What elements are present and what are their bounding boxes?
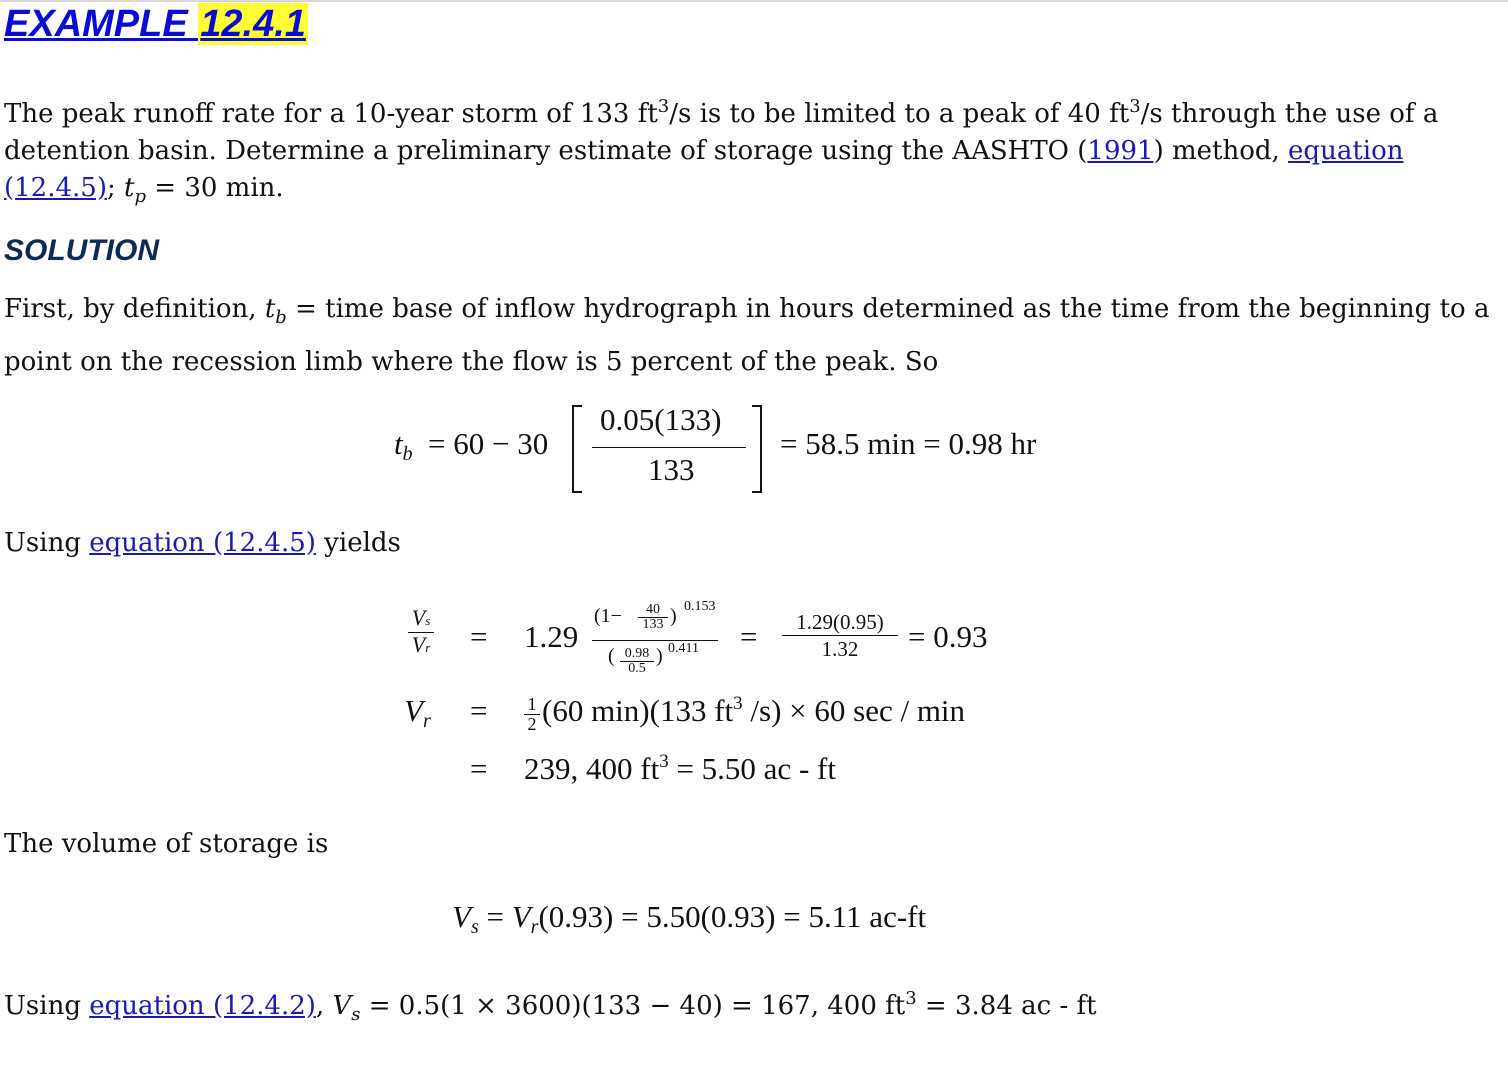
equation-storage-ratio	[394, 595, 1114, 795]
equation-time-base	[394, 398, 1114, 498]
equation-link-12-4-5-b[interactable]: equation (12.4.5)	[89, 528, 316, 558]
inner-den-fraction: 0.98 0.5	[620, 647, 654, 676]
row3-equals: =	[470, 751, 488, 786]
first-text-2: = time base of inflow hydrograph in hours determined as the time from the beginning to a point on the recession limb where the flow is 5 percent of the peak. So	[4, 294, 1490, 377]
using-paragraph-1	[4, 525, 401, 562]
using-paragraph-2	[4, 980, 1097, 1033]
tb-numerator: 0.05(133)	[600, 402, 722, 437]
row1-equals: =	[470, 619, 488, 654]
equation-storage-volume	[452, 895, 1072, 945]
second-fraction: 1.29(0.95) 1.32	[782, 609, 898, 662]
volume-paragraph: The volume of storage is	[4, 829, 329, 859]
tb-subscript: b	[275, 307, 287, 328]
equation-link-12-4-5[interactable]: equation (12.4.5)	[4, 136, 1404, 203]
row2-body: (60 min)(133 $ft^3$ /s) × 60 sec / min	[542, 693, 966, 728]
row2-equals: =	[470, 693, 488, 728]
row1-equals-2: =	[740, 619, 758, 654]
row1-coef: 1.29	[524, 619, 579, 654]
vs-variable: V	[332, 991, 352, 1021]
using2-text-3: = 0.5(1 × 3600)(133 − 40) = 167, 400 ft	[360, 991, 906, 1021]
row1-result: = 0.93	[908, 619, 988, 654]
equation-link-12-4-2[interactable]: equation (12.4.2)	[89, 991, 316, 1021]
using2-sup: 3	[905, 988, 917, 1009]
example-number-highlight: 12.4.1	[200, 3, 306, 45]
tb-fraction-bar	[592, 447, 746, 448]
solution-heading: SOLUTION	[4, 234, 159, 267]
tb-variable: t	[264, 294, 276, 324]
row3-body: 239, 400 $ft^3 = 5.50$ ac - ft	[524, 751, 836, 786]
tb-lhs: tb	[394, 426, 413, 465]
vs-subscript: s	[351, 1004, 361, 1025]
left-bracket	[570, 404, 584, 494]
intro-text-3: /s through the use of a detention basin. Determine a preliminary estimate of storage using the AASHTO (	[4, 99, 1439, 166]
using1-text-1: Using	[4, 528, 90, 558]
intro-text-5: ;	[106, 173, 125, 203]
intro-text-2: /s is to be limited to a peak of 40 ft	[669, 99, 1130, 129]
vs2-expression: Vs = Vr(0.93) = 5.50(0.93) = 5.11 ac-ft	[452, 899, 927, 938]
intro-text-1: The peak runoff rate for a 10-year storm of 133 ft	[4, 99, 658, 129]
tp-variable: t	[124, 173, 135, 203]
tp-subscript: p	[134, 186, 146, 207]
definition-paragraph	[4, 287, 1499, 384]
inner-den-open: (	[608, 645, 615, 667]
right-bracket	[750, 404, 764, 494]
problem-statement	[4, 88, 1499, 215]
tb-result: = 58.5 min = 0.98 hr	[780, 426, 1037, 461]
exponent-2: 0.411	[668, 641, 699, 656]
tb-denominator: 133	[648, 452, 695, 487]
inner-num-close: )	[670, 605, 677, 627]
using2-text-4: = 3.84 ac - ft	[916, 991, 1097, 1021]
example-title[interactable]	[4, 2, 308, 46]
tb-part1: = 60 − 30	[428, 426, 549, 461]
using1-text-2: yields	[315, 528, 401, 558]
inner-num-open: (1−	[594, 605, 622, 627]
reference-link-1991[interactable]: 1991	[1087, 136, 1154, 166]
inner-num-fraction: 40 133	[638, 603, 668, 632]
intro-sup-2: 3	[1129, 96, 1141, 117]
inner-den-close: )	[656, 645, 663, 667]
big-fraction-bar	[592, 640, 718, 641]
using2-text-1: Using	[4, 991, 90, 1021]
first-text-1: First, by definition,	[4, 294, 265, 324]
intro-sup-1: 3	[657, 96, 670, 117]
row2-lhs: Vr	[404, 693, 431, 732]
half-fraction: 1 2	[524, 695, 540, 734]
using2-text-2: ,	[315, 991, 333, 1021]
vs-over-vr-fraction: Vs Vr	[408, 607, 434, 660]
intro-text-6: = 30 min.	[146, 173, 284, 203]
exponent-1: 0.153	[684, 599, 716, 614]
example-prefix: EXAMPLE	[4, 3, 199, 45]
intro-text-4: ) method,	[1153, 136, 1289, 166]
